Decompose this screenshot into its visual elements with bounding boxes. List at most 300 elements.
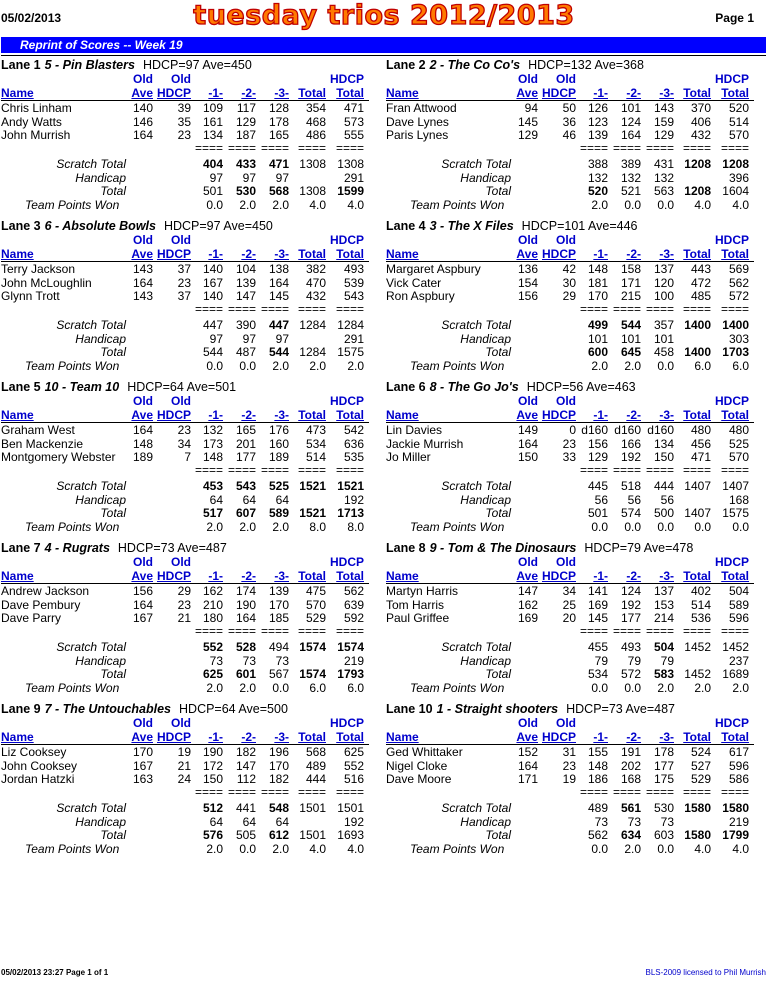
col-ave-header: Ave xyxy=(516,730,538,744)
player-hdcp: 39 xyxy=(177,101,191,115)
total-label: Total xyxy=(100,828,126,842)
banner-rule xyxy=(1,55,766,56)
points-g1: 0.0 xyxy=(591,841,608,856)
points-g2: 0.0 xyxy=(624,519,641,534)
player-htotal: 471 xyxy=(343,101,364,115)
col-hdcp-total-header: Total xyxy=(336,730,364,744)
scratch-label: Scratch Total xyxy=(56,479,126,493)
player-ave: 164 xyxy=(132,597,153,612)
player-ave: 171 xyxy=(517,772,538,786)
divider-g2: ==== xyxy=(227,462,256,477)
team-hdcp-average: HDCP=132 Ave=368 xyxy=(528,58,644,72)
lane-number: Lane 8 xyxy=(386,541,426,555)
col-hdcp-total-top: HDCP xyxy=(714,555,749,569)
player-g2: 190 xyxy=(235,597,256,612)
scratch-total: 1208 xyxy=(684,157,711,171)
points-htotal: 2.0 xyxy=(347,358,364,373)
total-g3: 603 xyxy=(653,828,674,842)
footer-timestamp: 05/02/2013 23:27 Page 1 of 1 xyxy=(1,968,109,977)
points-htotal: 8.0 xyxy=(347,519,364,534)
player-g3: 178 xyxy=(653,745,674,759)
handicap-g2: 73 xyxy=(627,814,641,829)
scratch-g3: 447 xyxy=(268,318,289,332)
points-g3: 2.0 xyxy=(272,197,289,212)
handicap-htotal: 291 xyxy=(343,331,364,346)
player-g2: 215 xyxy=(620,289,641,303)
player-g2: 139 xyxy=(235,275,256,290)
player-hdcp: 31 xyxy=(562,745,576,759)
scratch-g2: 389 xyxy=(620,157,641,171)
scratch-g1: 499 xyxy=(587,318,608,332)
points-g3: 2.0 xyxy=(272,519,289,534)
player-g1: 172 xyxy=(202,758,223,773)
total-total: 1501 xyxy=(299,828,326,842)
player-g3: 137 xyxy=(653,584,674,598)
total-g3: 500 xyxy=(653,506,674,520)
player-g1: 162 xyxy=(202,584,223,598)
player-name: Lin Davies xyxy=(386,423,443,437)
player-total: 432 xyxy=(305,289,326,303)
total-g3: 544 xyxy=(268,345,289,359)
player-g3: 128 xyxy=(268,101,289,115)
player-ave: 146 xyxy=(132,114,153,129)
player-ave: 169 xyxy=(517,611,538,625)
player-g3: 139 xyxy=(268,584,289,598)
col-game2-header: -2- xyxy=(241,247,256,261)
divider-g2: ==== xyxy=(612,784,641,799)
player-ave: 143 xyxy=(132,262,153,276)
player-htotal: 570 xyxy=(728,450,749,464)
divider-htotal: ==== xyxy=(335,462,364,477)
handicap-g1: 101 xyxy=(587,331,608,346)
player-name: Jackie Murrish xyxy=(386,436,464,451)
col-hdcp-total-top: HDCP xyxy=(329,233,364,247)
points-total: 6.0 xyxy=(694,358,711,373)
points-total: 4.0 xyxy=(694,841,711,856)
points-label: Team Points Won xyxy=(410,519,505,534)
total-total: 1208 xyxy=(684,184,711,198)
handicap-g1: 56 xyxy=(594,492,608,507)
col-total-header: Total xyxy=(683,569,711,583)
total-htotal: 1575 xyxy=(337,345,364,359)
total-g3: 589 xyxy=(268,506,289,520)
total-g1: 501 xyxy=(587,506,608,520)
player-g3: 177 xyxy=(653,758,674,773)
player-htotal: 525 xyxy=(728,436,749,451)
points-g1: 0.0 xyxy=(206,197,223,212)
scratch-label: Scratch Total xyxy=(56,157,126,171)
divider-htotal: ==== xyxy=(720,301,749,316)
handicap-htotal: 237 xyxy=(728,653,749,668)
player-g3: 175 xyxy=(653,772,674,786)
lane-heading xyxy=(386,541,693,555)
handicap-label: Handicap xyxy=(75,653,126,668)
lane-section xyxy=(386,58,756,213)
player-htotal: 543 xyxy=(343,289,364,303)
player-ave: 162 xyxy=(517,597,538,612)
lane-section xyxy=(1,380,371,535)
player-total: 529 xyxy=(690,772,711,786)
player-g1: 129 xyxy=(587,450,608,464)
player-total: 529 xyxy=(305,611,326,625)
handicap-label: Handicap xyxy=(460,653,511,668)
col-hdcp-header: HDCP xyxy=(541,86,576,100)
col-hdcp-total-header: Total xyxy=(336,247,364,261)
scratch-label: Scratch Total xyxy=(441,157,511,171)
handicap-label: Handicap xyxy=(460,492,511,507)
player-g2: 164 xyxy=(620,128,641,142)
player-htotal: 639 xyxy=(343,597,364,612)
scratch-g2: 441 xyxy=(235,801,256,815)
team-name: 4 - Rugrats xyxy=(44,541,110,555)
player-total: 485 xyxy=(690,289,711,303)
lane-heading xyxy=(386,219,638,233)
scratch-htotal: 1208 xyxy=(722,157,749,171)
handicap-g2: 97 xyxy=(242,331,256,346)
scratch-label: Scratch Total xyxy=(56,640,126,654)
col-game1-header: -1- xyxy=(208,247,223,261)
points-g3: 0.0 xyxy=(657,358,674,373)
col-ave-header: Ave xyxy=(131,730,153,744)
player-name: Jo Miller xyxy=(386,450,431,464)
total-htotal: 1793 xyxy=(337,667,364,681)
player-g3: 159 xyxy=(653,114,674,129)
handicap-htotal: 291 xyxy=(343,170,364,185)
col-game2-header: -2- xyxy=(626,730,641,744)
scratch-g1: 447 xyxy=(202,318,223,332)
player-htotal: 493 xyxy=(343,262,364,276)
col-game2-header: -2- xyxy=(626,247,641,261)
player-g2: 147 xyxy=(235,758,256,773)
col-old-ave-top: Old xyxy=(518,233,538,247)
player-total: 432 xyxy=(690,128,711,142)
player-g2: 187 xyxy=(235,128,256,142)
divider-g3: ==== xyxy=(260,623,289,638)
player-ave: 164 xyxy=(132,128,153,142)
scratch-g3: 504 xyxy=(653,640,674,654)
player-g3: 189 xyxy=(268,450,289,464)
handicap-g1: 79 xyxy=(594,653,608,668)
player-g3: 129 xyxy=(653,128,674,142)
points-g3: 0.0 xyxy=(657,197,674,212)
scratch-total: 1400 xyxy=(684,318,711,332)
col-game3-header: -3- xyxy=(659,569,674,583)
lane-number: Lane 4 xyxy=(386,219,426,233)
scratch-g1: 388 xyxy=(587,157,608,171)
scratch-total: 1580 xyxy=(684,801,711,815)
player-htotal: 504 xyxy=(728,584,749,598)
points-label: Team Points Won xyxy=(25,680,120,695)
col-name-header: Name xyxy=(386,408,419,422)
handicap-htotal: 192 xyxy=(343,814,364,829)
player-ave: 154 xyxy=(517,275,538,290)
divider-total: ==== xyxy=(682,784,711,799)
player-g1: 150 xyxy=(202,772,223,786)
divider-g3: ==== xyxy=(645,140,674,155)
player-g1: 148 xyxy=(587,262,608,276)
team-hdcp-average: HDCP=56 Ave=463 xyxy=(526,380,636,394)
player-total: 570 xyxy=(305,597,326,612)
col-old-hdcp-top: Old xyxy=(556,716,576,730)
scratch-g1: 445 xyxy=(587,479,608,493)
player-ave: 145 xyxy=(517,114,538,129)
player-htotal: 535 xyxy=(343,450,364,464)
lane-section xyxy=(386,380,756,535)
scratch-g2: 528 xyxy=(235,640,256,654)
lane-section xyxy=(1,702,371,857)
handicap-label: Handicap xyxy=(460,170,511,185)
team-name: 8 - The Go Jo's xyxy=(429,380,519,394)
handicap-g1: 73 xyxy=(594,814,608,829)
col-old-hdcp-top: Old xyxy=(171,394,191,408)
scratch-total: 1407 xyxy=(684,479,711,493)
player-g3: 196 xyxy=(268,745,289,759)
scratch-g2: 543 xyxy=(235,479,256,493)
player-g2: 165 xyxy=(235,423,256,437)
lane-section xyxy=(1,58,371,213)
player-name: Graham West xyxy=(1,423,75,437)
player-name: Tom Harris xyxy=(386,597,445,612)
points-g2: 0.0 xyxy=(624,680,641,695)
col-game2-header: -2- xyxy=(241,569,256,583)
player-htotal: 516 xyxy=(343,772,364,786)
col-total-header: Total xyxy=(683,730,711,744)
scratch-g3: 525 xyxy=(268,479,289,493)
points-g3: 0.0 xyxy=(657,519,674,534)
player-total: 470 xyxy=(305,275,326,290)
player-g1: 134 xyxy=(202,128,223,142)
footer-license: BLS-2009 licensed to Phil Murrish xyxy=(645,968,766,977)
handicap-label: Handicap xyxy=(75,814,126,829)
divider-htotal: ==== xyxy=(720,623,749,638)
col-game3-header: -3- xyxy=(659,730,674,744)
player-ave: 147 xyxy=(517,584,538,598)
player-name: Margaret Aspbury xyxy=(386,262,481,276)
divider-total: ==== xyxy=(682,462,711,477)
col-game2-header: -2- xyxy=(241,730,256,744)
handicap-g3: 132 xyxy=(653,170,674,185)
handicap-label: Handicap xyxy=(75,492,126,507)
col-game1-header: -1- xyxy=(593,86,608,100)
team-hdcp-average: HDCP=97 Ave=450 xyxy=(142,58,252,72)
lane-heading xyxy=(1,58,252,72)
scratch-htotal: 1407 xyxy=(722,479,749,493)
total-label: Total xyxy=(100,667,126,681)
player-g2: 171 xyxy=(620,275,641,290)
player-g1: 161 xyxy=(202,114,223,129)
player-hdcp: 29 xyxy=(562,289,576,303)
player-ave: 189 xyxy=(132,450,153,464)
points-total: 0.0 xyxy=(694,519,711,534)
player-hdcp: 19 xyxy=(562,772,576,786)
player-htotal: 539 xyxy=(343,275,364,290)
player-g2: 129 xyxy=(235,114,256,129)
scratch-htotal: 1284 xyxy=(337,318,364,332)
handicap-g3: 97 xyxy=(275,331,289,346)
divider-g2: ==== xyxy=(612,140,641,155)
total-g3: 612 xyxy=(268,828,289,842)
divider-g1: ==== xyxy=(194,301,223,316)
player-g2: 164 xyxy=(235,611,256,625)
player-g2: 177 xyxy=(620,611,641,625)
divider-total: ==== xyxy=(682,140,711,155)
player-ave: 164 xyxy=(132,423,153,437)
lane-heading xyxy=(1,219,273,233)
col-ave-header: Ave xyxy=(516,247,538,261)
handicap-g3: 64 xyxy=(275,814,289,829)
handicap-htotal: 219 xyxy=(343,653,364,668)
player-name: Ged Whittaker xyxy=(386,745,463,759)
player-total: 473 xyxy=(305,423,326,437)
points-total: 2.0 xyxy=(694,680,711,695)
player-g1: 145 xyxy=(587,611,608,625)
player-ave: 148 xyxy=(132,436,153,451)
lane-heading xyxy=(386,380,636,394)
player-hdcp: 30 xyxy=(562,275,576,290)
points-g2: 2.0 xyxy=(624,358,641,373)
player-hdcp: 7 xyxy=(184,450,191,464)
scratch-total: 1308 xyxy=(299,157,326,171)
total-htotal: 1799 xyxy=(722,828,749,842)
total-label: Total xyxy=(485,345,511,359)
player-name: Dave Pembury xyxy=(1,597,81,612)
player-htotal: 596 xyxy=(728,758,749,773)
player-ave: 170 xyxy=(132,745,153,759)
scratch-g2: 544 xyxy=(620,318,641,332)
handicap-htotal: 168 xyxy=(728,492,749,507)
handicap-label: Handicap xyxy=(75,170,126,185)
col-hdcp-total-top: HDCP xyxy=(329,394,364,408)
divider-g3: ==== xyxy=(645,301,674,316)
scratch-total: 1452 xyxy=(684,640,711,654)
player-hdcp: 23 xyxy=(562,758,576,773)
scratch-total: 1501 xyxy=(299,801,326,815)
handicap-g1: 97 xyxy=(209,170,223,185)
col-name-header: Name xyxy=(1,86,34,100)
player-htotal: 520 xyxy=(728,101,749,115)
team-hdcp-average: HDCP=64 Ave=501 xyxy=(127,380,237,394)
player-g2: 101 xyxy=(620,101,641,115)
col-hdcp-total-header: Total xyxy=(336,408,364,422)
total-g1: 534 xyxy=(587,667,608,681)
divider-htotal: ==== xyxy=(720,462,749,477)
scratch-htotal: 1501 xyxy=(337,801,364,815)
scratch-g3: 431 xyxy=(653,157,674,171)
player-hdcp: 50 xyxy=(562,101,576,115)
points-g1: 0.0 xyxy=(591,680,608,695)
col-hdcp-total-header: Total xyxy=(721,247,749,261)
scratch-label: Scratch Total xyxy=(441,318,511,332)
col-old-hdcp-top: Old xyxy=(171,716,191,730)
total-total: 1284 xyxy=(299,345,326,359)
col-old-ave-top: Old xyxy=(518,716,538,730)
player-htotal: 573 xyxy=(343,114,364,129)
player-total: 514 xyxy=(690,597,711,612)
team-name: 6 - Absolute Bowls xyxy=(44,219,156,233)
col-hdcp-header: HDCP xyxy=(156,408,191,422)
col-old-ave-top: Old xyxy=(133,233,153,247)
divider-g3: ==== xyxy=(260,462,289,477)
scratch-htotal: 1580 xyxy=(722,801,749,815)
total-total: 1521 xyxy=(299,506,326,520)
col-old-ave-top: Old xyxy=(133,555,153,569)
total-total: 1452 xyxy=(684,667,711,681)
total-g2: 487 xyxy=(235,345,256,359)
col-ave-header: Ave xyxy=(516,569,538,583)
player-g2: 124 xyxy=(620,114,641,129)
team-name: 1 - Straight shooters xyxy=(436,702,559,716)
total-label: Total xyxy=(485,667,511,681)
scratch-total: 1521 xyxy=(299,479,326,493)
total-g2: 607 xyxy=(235,506,256,520)
col-game2-header: -2- xyxy=(241,86,256,100)
col-game3-header: -3- xyxy=(274,569,289,583)
col-game2-header: -2- xyxy=(241,408,256,422)
handicap-htotal: 219 xyxy=(728,814,749,829)
player-g1: 139 xyxy=(587,128,608,142)
lane-heading xyxy=(1,702,288,716)
col-old-hdcp-top: Old xyxy=(556,72,576,86)
divider-g3: ==== xyxy=(645,784,674,799)
player-g3: 178 xyxy=(268,114,289,129)
col-old-ave-top: Old xyxy=(133,716,153,730)
divider-g2: ==== xyxy=(227,784,256,799)
divider-g1: ==== xyxy=(579,623,608,638)
player-total: 354 xyxy=(305,101,326,115)
player-g2: 147 xyxy=(235,289,256,303)
divider-g1: ==== xyxy=(579,462,608,477)
player-g2: 201 xyxy=(235,436,256,451)
player-total: 480 xyxy=(690,423,711,437)
player-name: Chris Linham xyxy=(1,101,72,115)
points-label: Team Points Won xyxy=(410,680,505,695)
player-g2: 192 xyxy=(620,450,641,464)
player-hdcp: 23 xyxy=(177,128,191,142)
scratch-g3: 548 xyxy=(268,801,289,815)
divider-total: ==== xyxy=(297,784,326,799)
player-g2: 104 xyxy=(235,262,256,276)
col-game1-header: -1- xyxy=(208,569,223,583)
player-total: 382 xyxy=(305,262,326,276)
player-g2: 166 xyxy=(620,436,641,451)
player-hdcp: 46 xyxy=(562,128,576,142)
handicap-g2: 73 xyxy=(242,653,256,668)
divider-g2: ==== xyxy=(612,301,641,316)
player-name: Ron Aspbury xyxy=(386,289,455,303)
player-g2: 117 xyxy=(236,101,256,115)
scratch-g3: 357 xyxy=(653,318,674,332)
col-old-ave-top: Old xyxy=(518,394,538,408)
col-old-hdcp-top: Old xyxy=(556,233,576,247)
player-name: John Cooksey xyxy=(1,758,78,773)
player-name: Montgomery Webster xyxy=(1,450,116,464)
player-hdcp: 25 xyxy=(562,597,576,612)
total-g1: 517 xyxy=(202,506,223,520)
col-hdcp-header: HDCP xyxy=(156,730,191,744)
player-ave: 164 xyxy=(517,758,538,773)
col-name-header: Name xyxy=(386,569,419,583)
col-game3-header: -3- xyxy=(659,86,674,100)
player-hdcp: 0 xyxy=(569,423,576,437)
player-htotal: 562 xyxy=(728,275,749,290)
player-hdcp: 23 xyxy=(177,423,191,437)
player-htotal: 569 xyxy=(728,262,749,276)
col-hdcp-header: HDCP xyxy=(541,569,576,583)
total-g2: 645 xyxy=(620,345,641,359)
player-g3: 214 xyxy=(653,611,674,625)
player-g3: 185 xyxy=(268,611,289,625)
col-hdcp-total-top: HDCP xyxy=(329,72,364,86)
